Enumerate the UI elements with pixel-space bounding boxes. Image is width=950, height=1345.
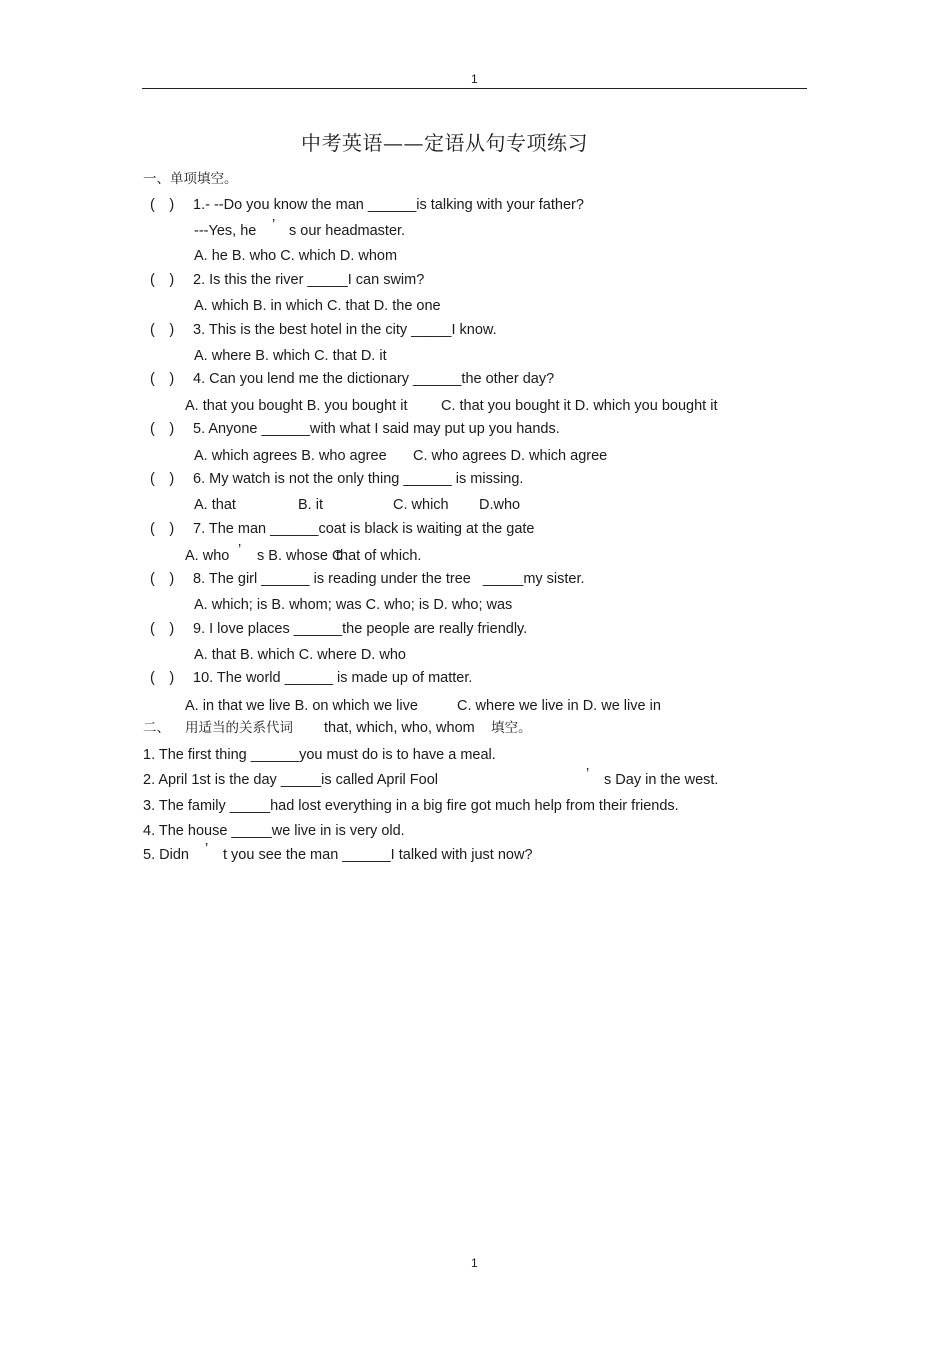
question-2: 2. Is this the river _____I can swim? [193,272,425,288]
apostrophe: ’ [272,217,276,233]
fill-item-4: 4. The house _____we live in is very old. [143,823,405,839]
question-5-options-b: C. who agrees D. which agree [413,448,608,464]
question-6-option-a: A. that [194,497,236,513]
answer-paren: ( ) [150,521,175,537]
question-10-options-b: C. where we live in D. we live in [457,698,661,714]
fill-item-5-b: t you see the man ______I talked with just now? [223,847,533,863]
section-2-heading-c: 填空。 [491,720,532,736]
question-5-options-a: A. which agrees B. who agree [194,448,387,464]
answer-paren: ( ) [150,621,175,637]
answer-paren: ( ) [150,272,175,288]
section-2-heading-a: 用适当的关系代词 [185,720,293,736]
section-2-heading-b: that, which, who, whom [324,720,475,736]
question-1: 1.- --Do you know the man ______is talking with your father? [193,197,584,213]
section-1-heading: 一、单项填空。 [143,171,238,187]
header-rule [142,88,807,89]
question-8-b: _____my sister. [483,571,585,587]
fill-item-2-a: 2. April 1st is the day _____is called April Fool [143,772,438,788]
fill-item-5-a: 5. Didn [143,847,189,863]
answer-paren: ( ) [150,421,175,437]
question-9: 9. I love places ______the people are really friendly. [193,621,528,637]
fill-item-3: 3. The family _____had lost everything in a big fire got much help from their friends. [143,798,679,814]
answer-paren: ( ) [150,571,175,587]
question-3: 3. This is the best hotel in the city _____I know. [193,322,497,338]
apostrophe: ’ [586,766,590,782]
question-6-option-b: B. it [298,497,323,513]
answer-paren: ( ) [150,197,175,213]
question-7-options-1: A. who [185,548,230,564]
question-1-reply-a: ---Yes, he [194,223,257,239]
header-page-number: 1 [471,72,478,86]
question-4-options-b: C. that you bought it D. which you bought it [441,398,718,414]
apostrophe: ’ [205,841,209,857]
question-9-options: A. that B. which C. where D. who [194,647,406,663]
question-10: 10. The world ______ is made up of matter. [193,670,473,686]
question-6-option-c: C. which [393,497,449,513]
question-6: 6. My watch is not the only thing ______ is missing. [193,471,524,487]
question-2-options: A. which B. in which C. that D. the one [194,298,441,314]
question-5: 5. Anyone ______with what I said may put up you hands. [193,421,560,437]
question-8-options: A. which; is B. whom; was C. who; is D. who; was [194,597,513,613]
question-7-options-3: that of which. [336,548,422,564]
answer-paren: ( ) [150,371,175,387]
section-2-number: 二、 [143,720,170,736]
question-1-reply-b: s our headmaster. [289,223,406,239]
answer-paren: ( ) [150,670,175,686]
answer-paren: ( ) [150,322,175,338]
question-4: 4. Can you lend me the dictionary ______the other day? [193,371,555,387]
fill-item-2-b: s Day in the west. [604,772,719,788]
question-8-a: 8. The girl ______ is reading under the tree [193,571,471,587]
fill-item-1: 1. The first thing ______you must do is to have a meal. [143,747,496,763]
page-title: 中考英语——定语从句专项练习 [301,131,588,155]
question-6-option-d: D.who [479,497,521,513]
answer-paren: ( ) [150,471,175,487]
question-1-options: A. he B. who C. which D. whom [194,248,398,264]
footer-page-number: 1 [471,1256,478,1270]
question-3-options: A. where B. which C. that D. it [194,348,387,364]
question-7-options-2: s B. whose C [257,548,343,564]
question-10-options-a: A. in that we live B. on which we live [185,698,418,714]
question-4-options-a: A. that you bought B. you bought it [185,398,408,414]
question-7: 7. The man ______coat is black is waiting at the gate [193,521,535,537]
apostrophe: ’ [238,542,242,558]
